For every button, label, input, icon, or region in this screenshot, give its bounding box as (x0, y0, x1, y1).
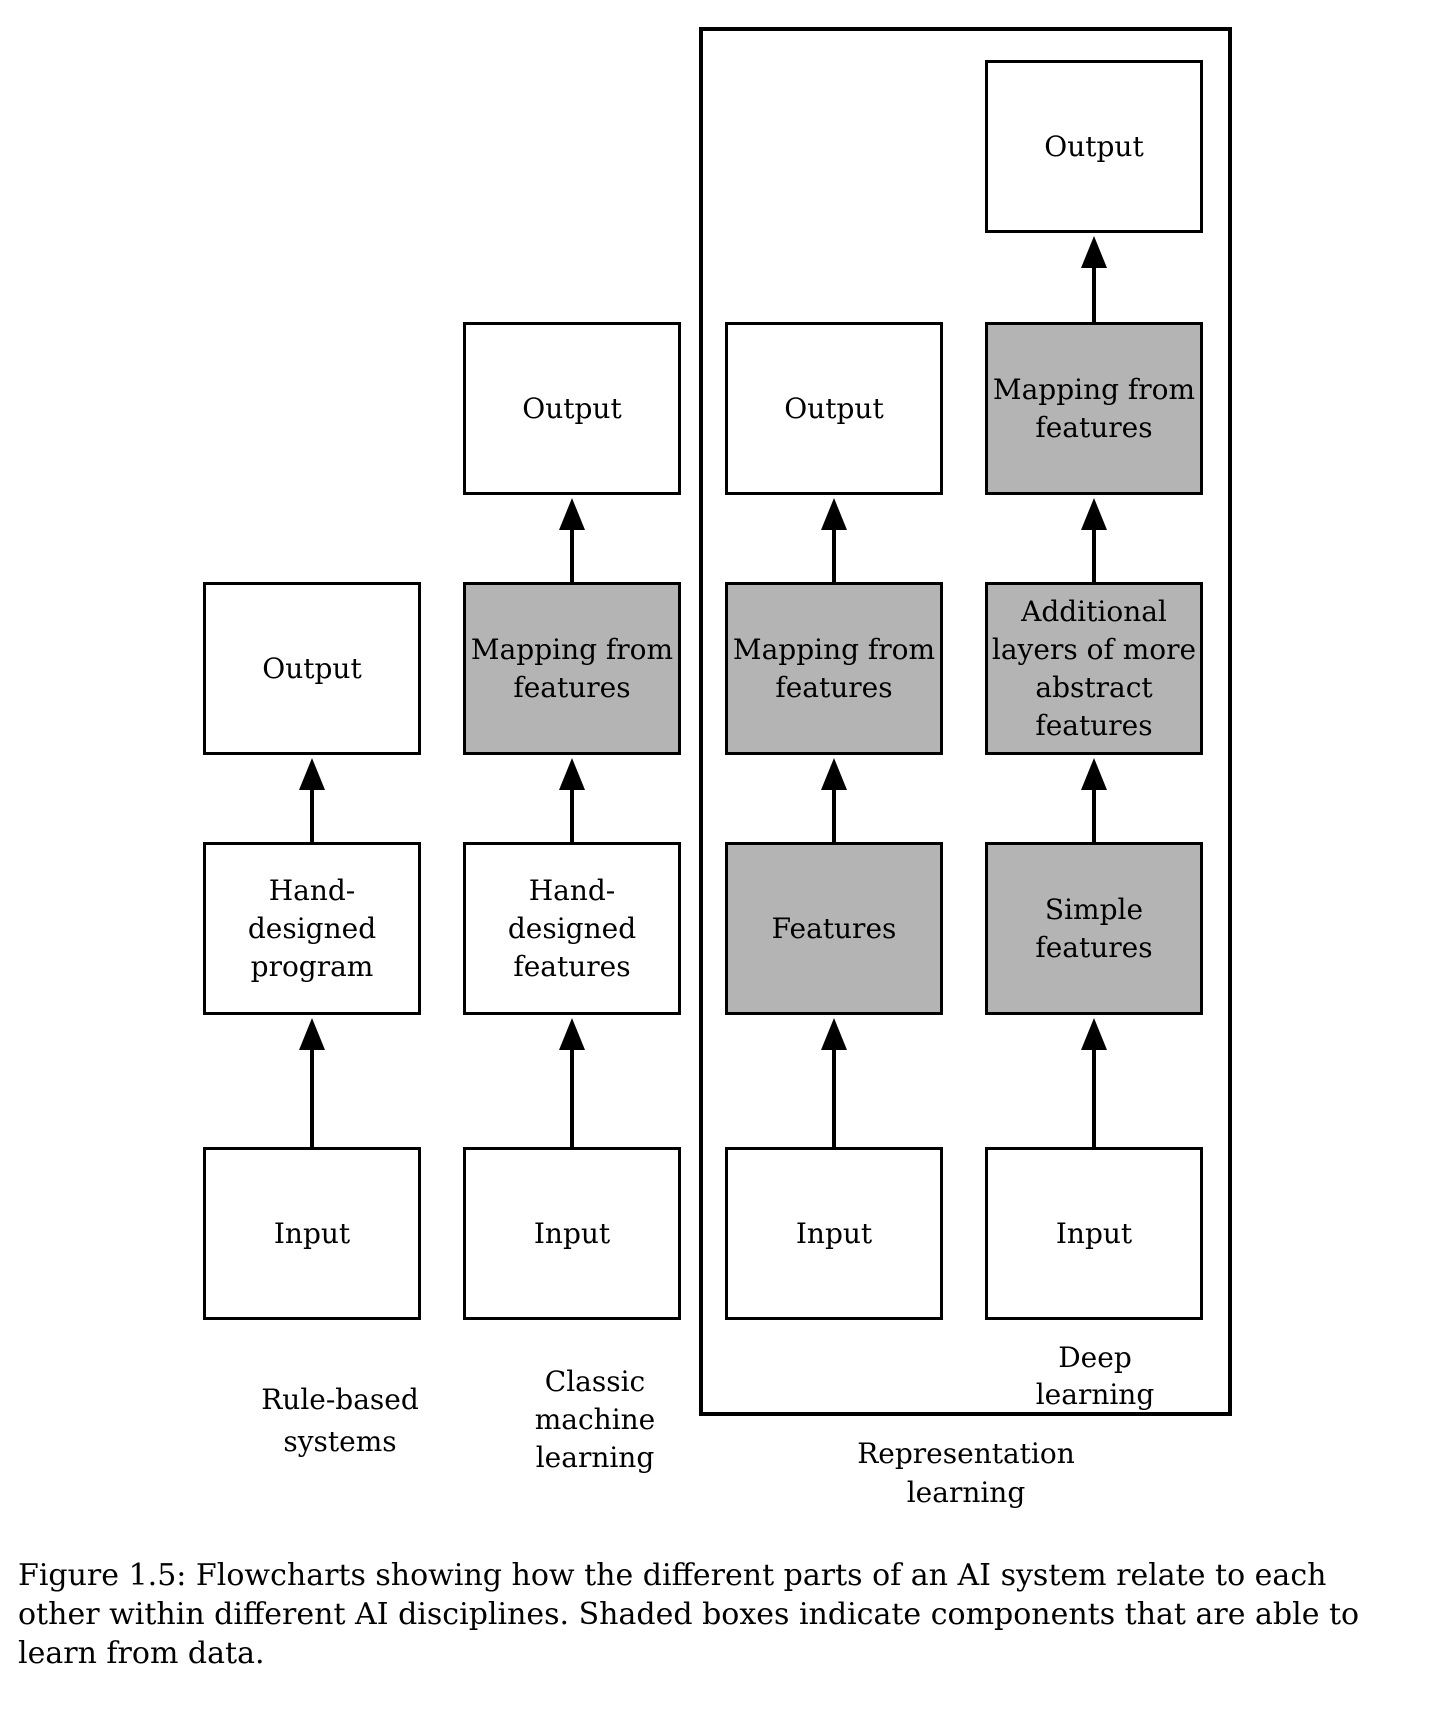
up-arrow-icon (821, 1018, 847, 1147)
flow-box-deep-learning-mapping-from-features (985, 322, 1203, 495)
up-arrow-icon (821, 758, 847, 842)
up-arrow-icon (1081, 758, 1107, 842)
up-arrow-icon (559, 1018, 585, 1147)
up-arrow-icon (559, 758, 585, 842)
box-label: Input (533, 1216, 611, 1250)
caption-line: learn from data. (18, 1636, 265, 1671)
label-line: learning (906, 1476, 1026, 1509)
flow-box-hand-designed-program (203, 842, 421, 1015)
box-label: Features (771, 911, 897, 945)
column-label-classic-machine-learning (445, 1363, 745, 1477)
flow-box-deep-learning-input (985, 1147, 1203, 1320)
up-arrow-icon (559, 498, 585, 582)
flow-box-classic-ml-mapping-from-features (463, 582, 681, 755)
label-line: systems (283, 1425, 397, 1458)
flow-box-deep-learning-output (985, 60, 1203, 233)
flow-box-simple-features (985, 842, 1203, 1015)
box-label: layers of more (991, 632, 1197, 666)
up-arrow-icon (1081, 498, 1107, 582)
flow-box-additional-layers (985, 582, 1203, 755)
label-line: Rule-based (261, 1383, 419, 1416)
box-label: Output (522, 391, 622, 425)
label-line: Classic (544, 1365, 646, 1398)
box-label: Input (795, 1216, 873, 1250)
box-label: Output (262, 651, 362, 685)
flow-box-hand-designed-features (463, 842, 681, 1015)
box-label: features (775, 670, 893, 704)
flow-box-representation-input (725, 1147, 943, 1320)
figure-caption (18, 1556, 1359, 1673)
column-label-representation-learning (816, 1434, 1116, 1512)
box-label: Simple (1044, 892, 1144, 926)
flow-box-rule-based-input (203, 1147, 421, 1320)
box-label: abstract (1035, 670, 1153, 704)
up-arrow-icon (1081, 236, 1107, 322)
box-label: Mapping from (992, 372, 1196, 406)
flow-box-classic-ml-output (463, 322, 681, 495)
up-arrow-icon (299, 1018, 325, 1147)
caption-line: other within different AI disciplines. Shaded boxes indicate components that are able to (18, 1597, 1360, 1632)
box-label: Hand- (268, 873, 356, 907)
flow-box-classic-ml-input (463, 1147, 681, 1320)
flow-box-representation-output (725, 322, 943, 495)
label-line: machine (534, 1403, 656, 1436)
up-arrow-icon (1081, 1018, 1107, 1147)
box-label: Mapping from (732, 632, 936, 666)
flow-box-features (725, 842, 943, 1015)
up-arrow-icon (299, 758, 325, 842)
box-label: Input (273, 1216, 351, 1250)
box-label: features (1035, 410, 1153, 444)
box-label: Mapping from (470, 632, 674, 666)
box-label: designed (507, 911, 637, 945)
box-label: program (250, 949, 374, 983)
box-label: features (1035, 708, 1153, 742)
box-label: Additional (1021, 594, 1167, 628)
box-label: Output (784, 391, 884, 425)
box-label: Input (1055, 1216, 1133, 1250)
label-line: Representation (857, 1437, 1075, 1470)
box-label: designed (247, 911, 377, 945)
box-label: features (1035, 930, 1153, 964)
caption-line: Figure 1.5: Flowcharts showing how the different parts of an AI system relate to each (18, 1558, 1327, 1593)
box-label: features (513, 949, 631, 983)
box-label: Hand- (528, 873, 616, 907)
box-label: features (513, 670, 631, 704)
flow-box-representation-mapping-from-features (725, 582, 943, 755)
column-label-deep-learning (945, 1339, 1245, 1413)
box-label: Output (1044, 129, 1144, 163)
flow-box-rule-based-output (203, 582, 421, 755)
up-arrow-icon (821, 498, 847, 582)
label-line: learning (535, 1441, 655, 1474)
label-line: Deep (1058, 1341, 1132, 1374)
label-line: learning (1035, 1378, 1155, 1411)
